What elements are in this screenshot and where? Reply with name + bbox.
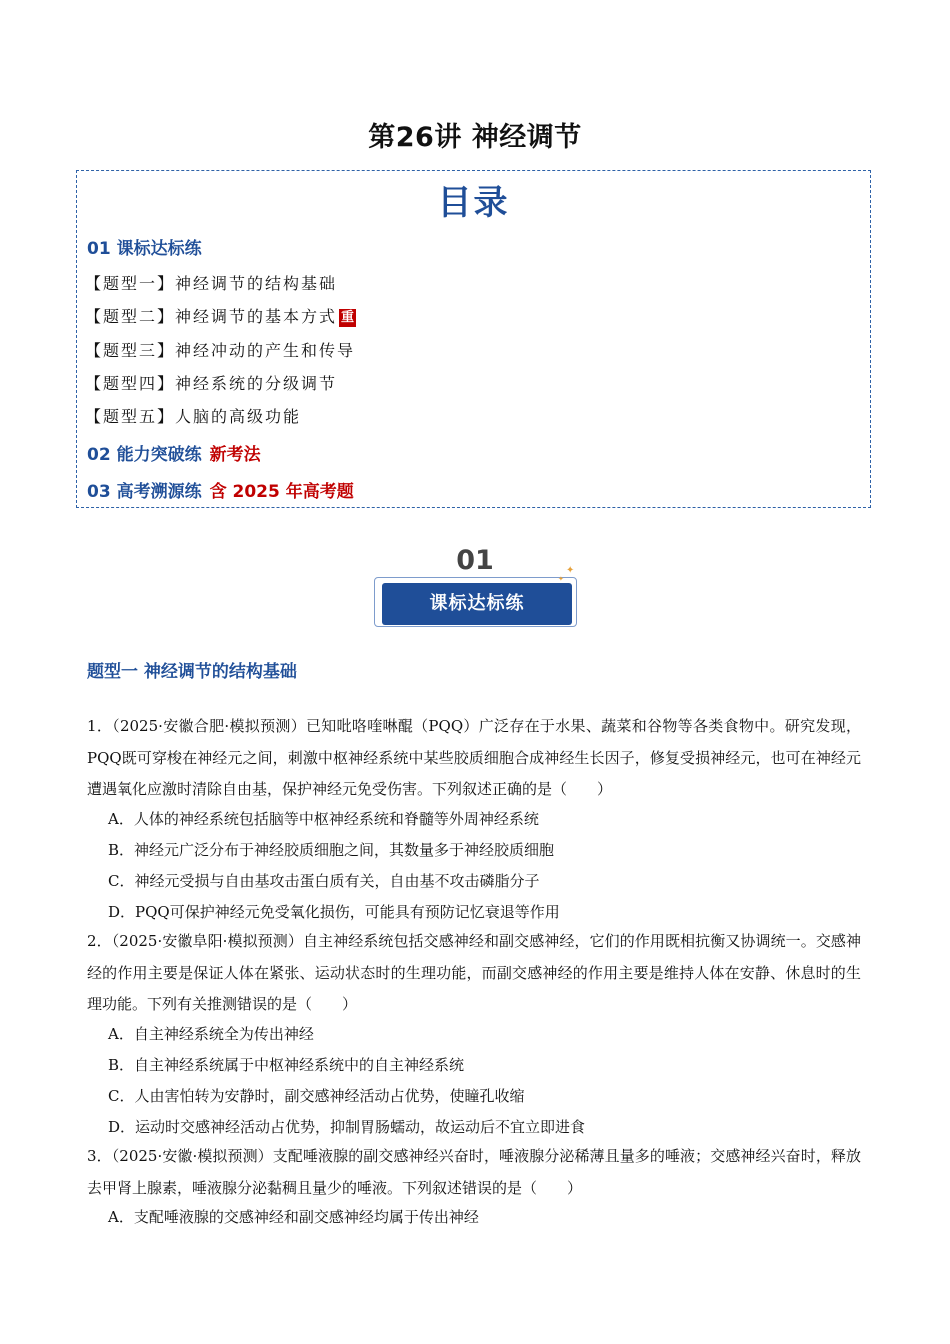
toc-item-label: 【题型三】神经冲动的产生和传导 (85, 341, 356, 360)
sparkle-icon: ✦ (558, 575, 564, 583)
question-option: B．神经元广泛分布于神经胶质细胞之间，其数量多于神经胶质细胞 (108, 841, 555, 859)
question-option: D．运动时交感神经活动占优势，抑制胃肠蠕动，故运动后不宜立即进食 (108, 1118, 586, 1136)
toc-heading: 目录 (437, 183, 510, 223)
toc-section-tag: 含 2025 年高考题 (209, 482, 354, 502)
question-option: A．人体的神经系统包括脑等中枢神经系统和脊髓等外周神经系统 (108, 810, 539, 828)
toc-item[interactable] (85, 338, 355, 361)
question-option: B．自主神经系统属于中枢神经系统中的自主神经系统 (108, 1056, 465, 1074)
banner-label: 课标达标练 (429, 593, 525, 614)
banner-number: 01 (456, 545, 494, 576)
question-option: D．PQQ可保护神经元免受氧化损伤，可能具有预防记忆衰退等作用 (108, 903, 560, 921)
table-of-contents (76, 170, 871, 508)
page-title: 第26讲 神经调节 (368, 122, 582, 153)
question-option: A．自主神经系统全为传出神经 (108, 1025, 314, 1043)
question-option: C．神经元受损与自由基攻击蛋白质有关，自由基不攻击磷脂分子 (108, 872, 540, 890)
toc-item[interactable] (85, 271, 337, 294)
toc-section-1[interactable]: 01 课标达标练 (87, 239, 202, 259)
toc-item[interactable] (85, 304, 356, 327)
toc-item[interactable] (85, 404, 301, 427)
toc-section-2[interactable] (87, 440, 261, 465)
question-stem: 3．（2025·安徽·模拟预测）支配唾液腺的副交感神经兴奋时，唾液腺分泌稀薄且量多的唾液；交感神经兴奋时，释放去甲肾上腺素，唾液腺分泌黏稠且量少的唾液。下列叙述错误的是（ ） (87, 1147, 861, 1197)
toc-section-tag: 新考法 (209, 445, 261, 465)
toc-item-label: 【题型四】神经系统的分级调节 (85, 374, 338, 393)
section-banner (370, 545, 580, 630)
section-heading: 题型一 神经调节的结构基础 (87, 662, 297, 682)
question-stem: 1．（2025·安徽合肥·模拟预测）已知吡咯喹啉醌（PQQ）广泛存在于水果、蔬菜和谷物等各类食物中。研究发现，PQQ既可穿梭在神经元之间，刺激中枢神经系统中某些胶质细胞合成神经生长因子，修复受损神经元，也可在神经元遭遇氧化应激时清除自由基，保护神经元免受伤害。下列叙述正确的是（ ） (87, 717, 861, 798)
question-option: C．人由害怕转为安静时，副交感神经活动占优势，使瞳孔收缩 (108, 1087, 525, 1105)
toc-section-label: 02 能力突破练 (87, 445, 202, 465)
toc-item-label: 【题型二】神经调节的基本方式 (85, 307, 338, 326)
question-stem: 2．（2025·安徽阜阳·模拟预测）自主神经系统包括交感神经和副交感神经，它们的作用既相抗衡又协调统一。交感神经的作用主要是保证人体在紧张、运动状态时的生理功能，而副交感神经的作用主要是维持人体在安静、休息时的生理功能。下列有关推测错误的是（ ） (87, 932, 861, 1013)
sparkle-icon: ✦ (566, 565, 575, 576)
key-point-badge: 重 (341, 310, 355, 325)
question-option: A．支配唾液腺的交感神经和副交感神经均属于传出神经 (108, 1208, 479, 1226)
toc-item-label: 【题型一】神经调节的结构基础 (85, 274, 338, 293)
toc-section-3[interactable] (87, 477, 354, 502)
toc-item[interactable] (85, 371, 337, 394)
toc-section-label: 03 高考溯源练 (87, 482, 202, 502)
toc-item-label: 【题型五】人脑的高级功能 (85, 407, 302, 426)
